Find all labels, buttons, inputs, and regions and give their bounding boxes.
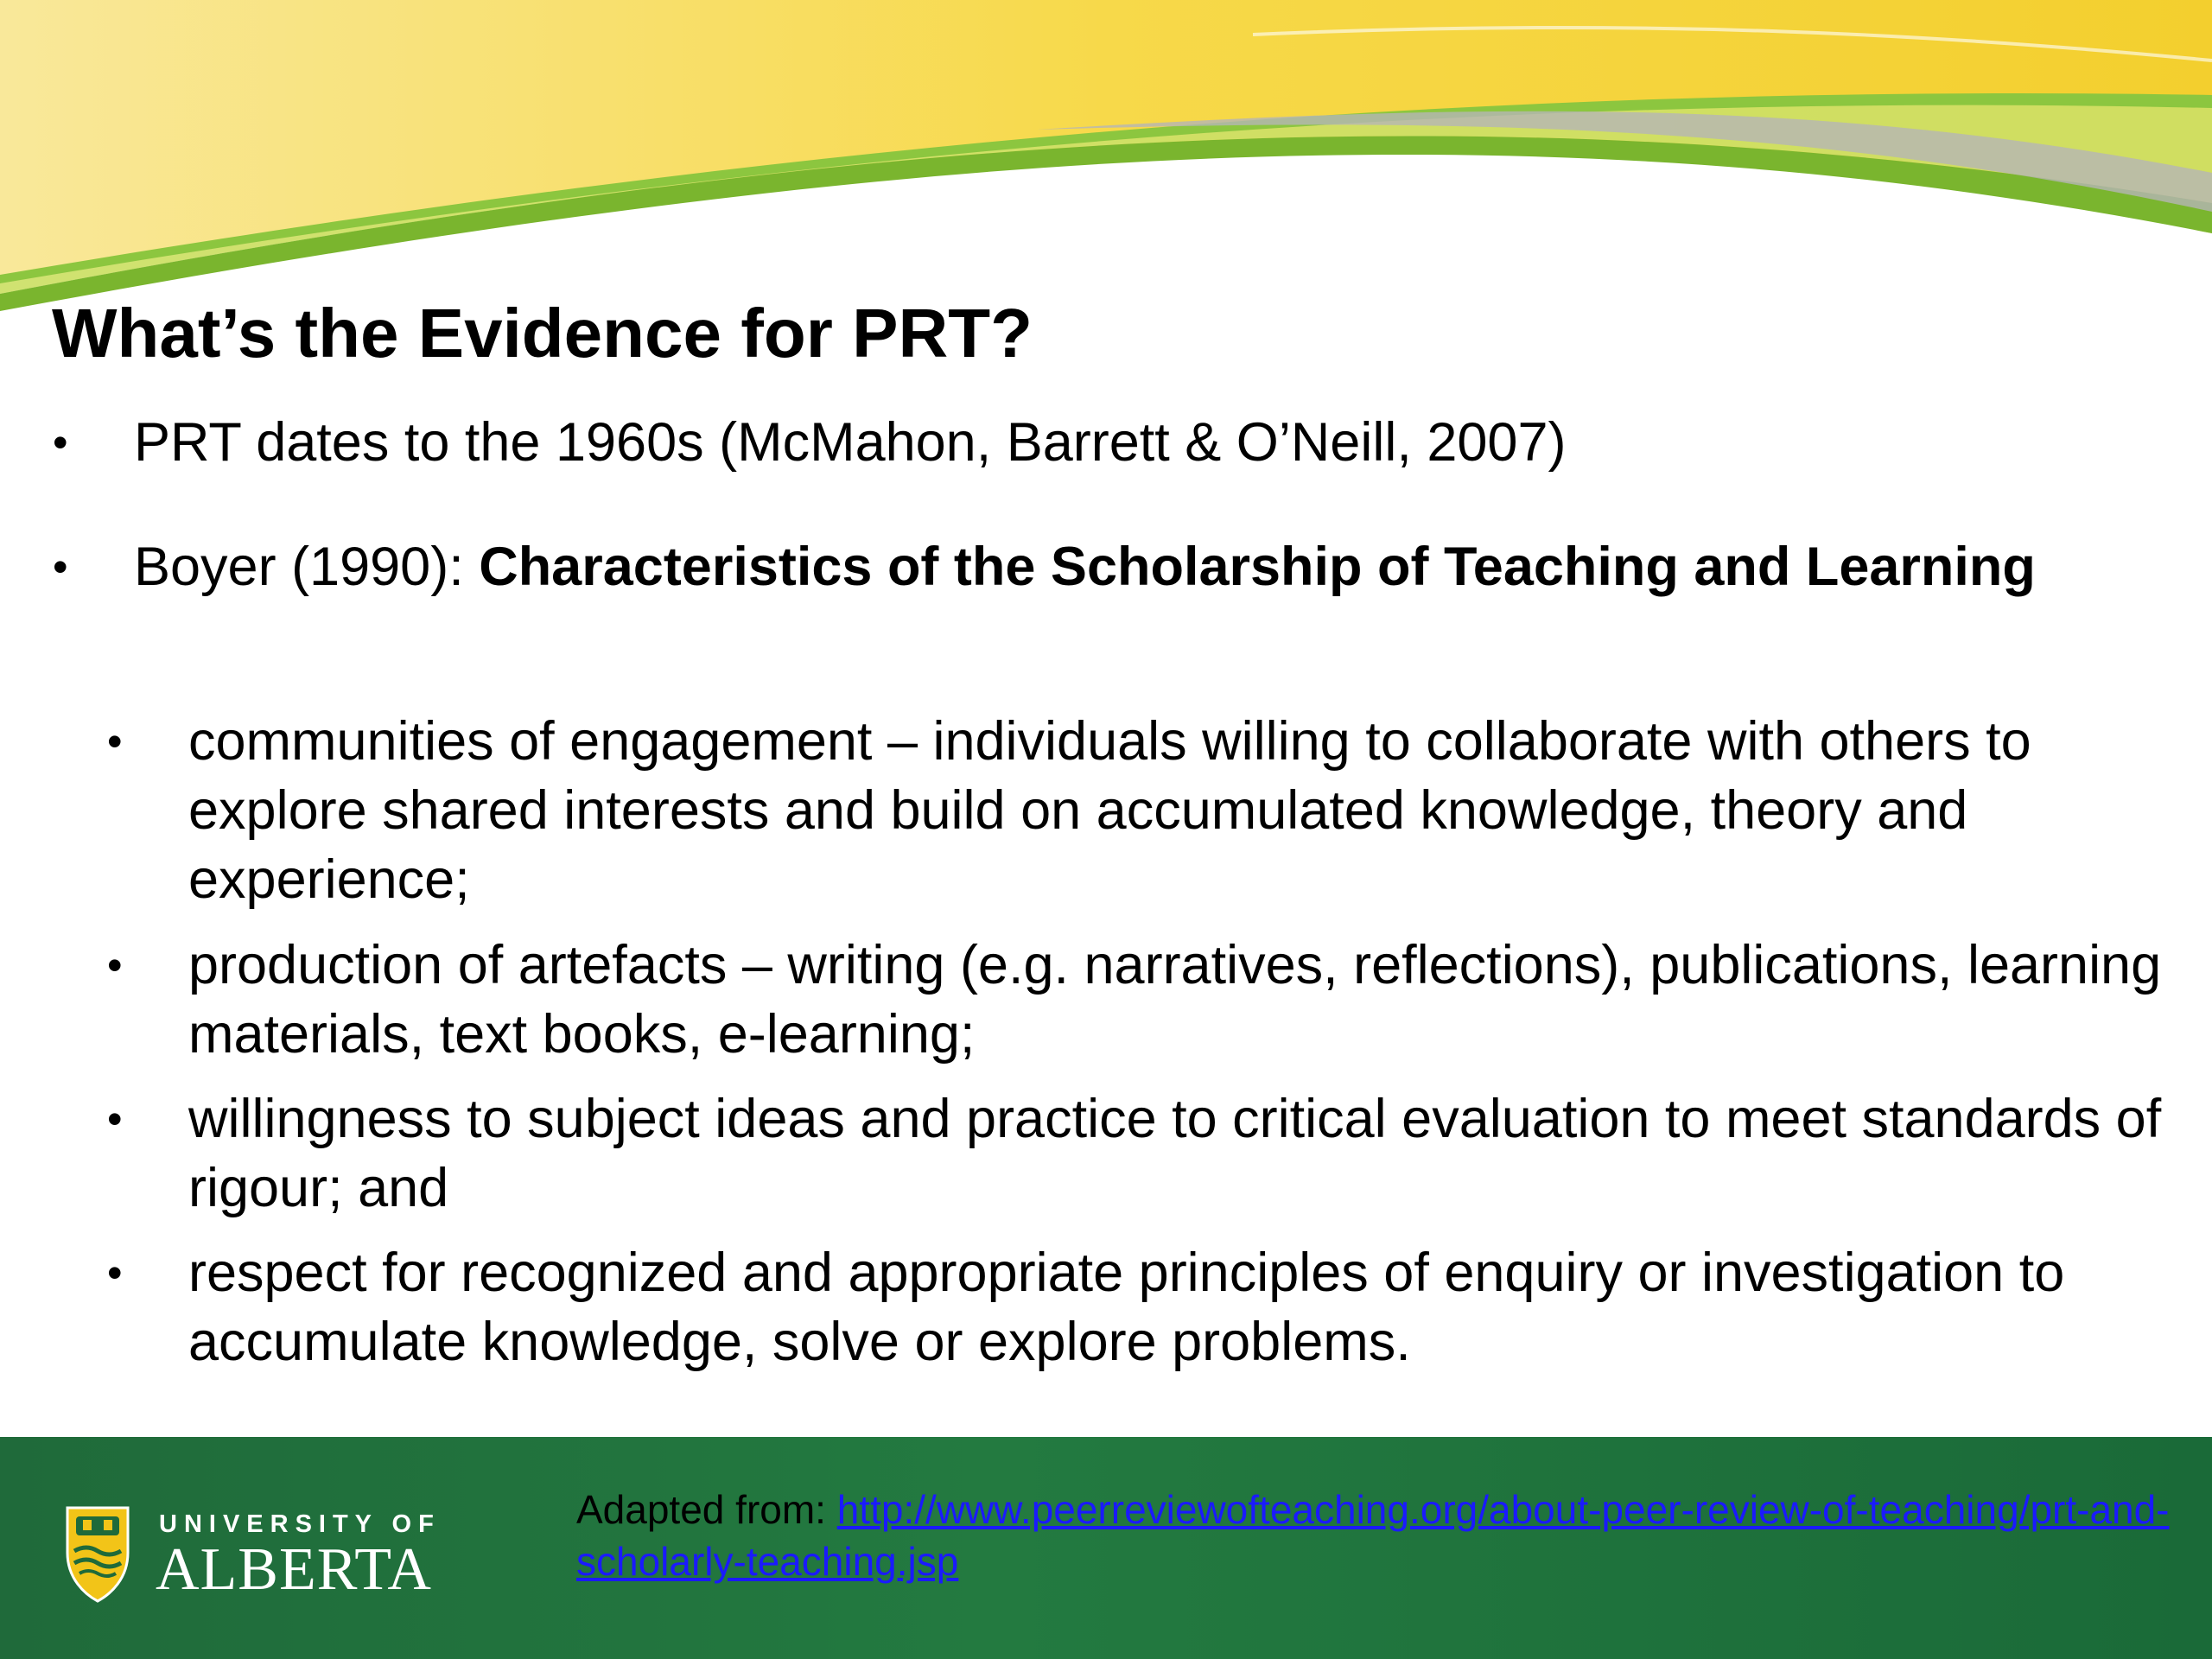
sub-bullet-enquiry — [107, 1238, 2167, 1376]
shield-icon — [67, 1508, 128, 1601]
header-banner — [0, 0, 2212, 328]
bullet-prefix: Boyer (1990): — [134, 537, 480, 597]
bullet-prt-dates — [53, 408, 2121, 477]
sub-bullet-artefacts — [107, 931, 2167, 1069]
bullet-glyph: • — [53, 418, 68, 467]
bullet-bold-heading: Characteristics of the Scholarship of Teaching and Learning — [479, 537, 2036, 597]
bullet-glyph: • — [107, 717, 123, 766]
bullet-glyph: • — [107, 1249, 123, 1297]
logo-university-of: UNIVERSITY OF — [159, 1510, 441, 1538]
slide-title: What’s the Evidence for PRT? — [52, 295, 1033, 372]
bullet-boyer — [53, 532, 2121, 601]
source-credit — [576, 1484, 2183, 1587]
source-link[interactable]: http://www.peerreviewofteaching.org/about-peer-review-of-teaching/prt-and-scholarly-teaching.jsp — [576, 1487, 2170, 1584]
sub-bullet-text: production of artefacts – writing (e.g. narratives, reflections), publications, learning materials, text books, e-learning; — [188, 935, 2162, 1065]
sub-bullet-text: communities of engagement – individuals willing to collaborate with others to explore shared interests and build on accumulated knowledge, theory and experience; — [188, 711, 2031, 910]
bullet-text: PRT dates to the 1960s (McMahon, Barrett & O’Neill, 2007) — [134, 412, 1567, 473]
university-logo — [62, 1499, 460, 1603]
credit-label: Adapted from: — [576, 1487, 837, 1532]
sub-bullet-text: willingness to subject ideas and practice to critical evaluation to meet standards of rigour; and — [188, 1089, 2162, 1218]
bullet-glyph: • — [107, 941, 123, 989]
sub-bullet-text: respect for recognized and appropriate principles of enquiry or investigation to accumulate knowledge, solve or explore problems. — [188, 1243, 2065, 1372]
bullet-glyph: • — [53, 543, 68, 591]
sub-bullet-communities — [107, 707, 2167, 914]
sub-bullet-evaluation — [107, 1084, 2167, 1223]
bullet-glyph: • — [107, 1095, 123, 1143]
logo-alberta: ALBERTA — [156, 1536, 432, 1603]
